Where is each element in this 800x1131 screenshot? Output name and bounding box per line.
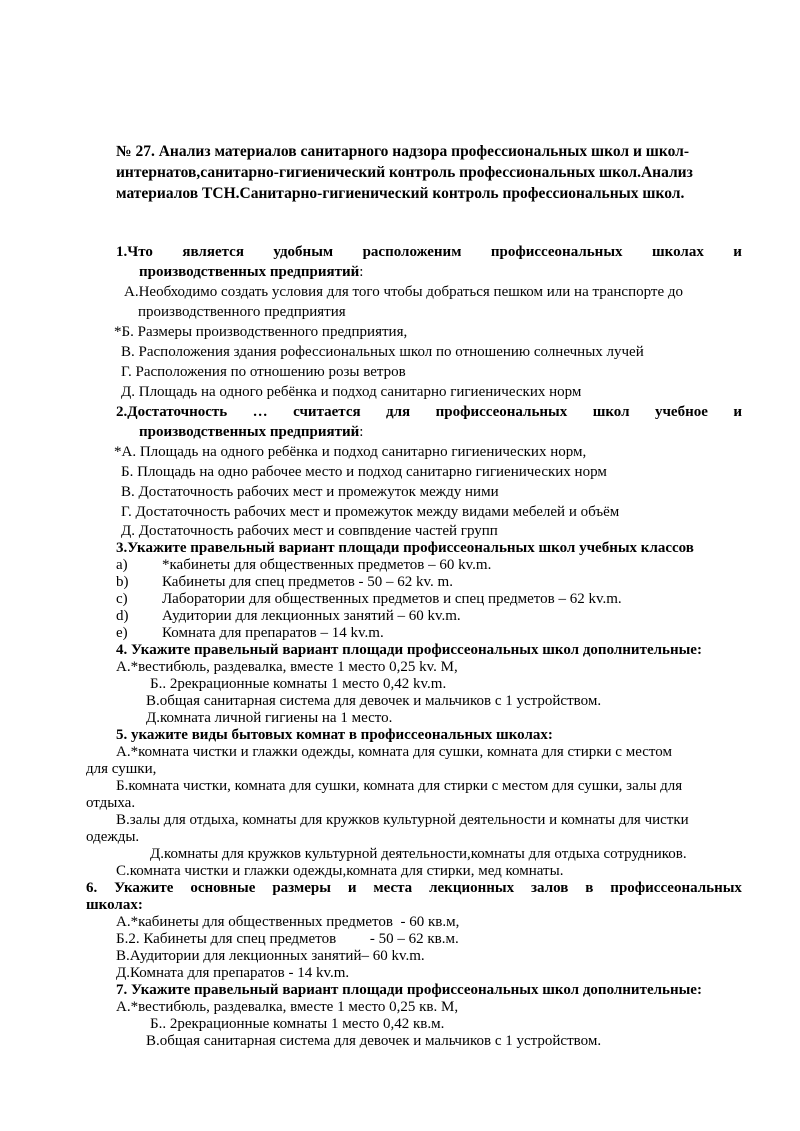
heading-word: размеры — [272, 880, 331, 896]
question-6-heading — [86, 880, 742, 897]
heading-colon: : — [359, 424, 364, 440]
heading-word: удобным — [273, 244, 334, 260]
list-marker: c) — [116, 591, 128, 607]
question-5-heading: 5. укажите виды бытовых комнат в профиссеональных школах: — [116, 727, 553, 743]
list-text: Лаборатории для общественных предметов и спец предметов – 62 kv.m. — [162, 591, 622, 607]
heading-word: и — [733, 404, 742, 420]
question-2-heading-cont — [139, 422, 800, 442]
heading-word: и — [347, 880, 357, 896]
list-marker: d) — [116, 608, 129, 624]
question-1 — [0, 242, 800, 402]
option-line: В.общая санитарная система для девочек и мальчиков с 1 устройством. — [146, 693, 602, 709]
heading-cont-text: производственных предприятий — [139, 424, 360, 440]
document-title: № 27. Анализ материалов санитарного надзора профессиональных школ и школ-интернатов,санитарно-гигиенический контроль профессиональных школ.Анализ материалов ТСН.Санитарно-гигиенический контроль профессиональных школ. — [116, 143, 693, 202]
question-7 — [0, 982, 800, 1050]
option-line: Б.комната чистки, комната для сушки, комната для стирки с местом для сушки, залы для — [116, 778, 683, 794]
option-line: Г. Расположения по отношению розы ветров — [121, 364, 406, 380]
heading-word: учебное — [654, 404, 708, 420]
heading-word: школ — [592, 404, 630, 420]
option-line: Д.комнаты для кружков культурной деятельности,комнаты для отдыха сотрудников. — [150, 846, 687, 862]
list-item — [116, 625, 800, 642]
heading-word: профиссеональных — [610, 880, 742, 896]
heading-word: профиссеональных — [435, 404, 568, 420]
option-line: Б.. 2рекрационные комнаты 1 место 0,42 kv.m. — [150, 676, 447, 692]
heading-cont-text: производственных предприятий — [139, 264, 360, 280]
list-item — [116, 557, 800, 574]
option-line: В. Расположения здания рофессиональных школ по отношению солнечных лучей — [121, 344, 644, 360]
question-3-heading: 3.Укажите правельный вариант площади профиссеональных школ учебных классов — [116, 540, 694, 556]
option-line: В.Аудитории для лекционных занятий– 60 kv.m. — [116, 948, 425, 964]
option-line: производственного предприятия — [138, 304, 346, 320]
option-line: Б.. 2рекрационные комнаты 1 место 0,42 кв.м. — [150, 1016, 445, 1032]
question-7-heading: 7. Укажите правельный вариант площади профиссеональных школ дополнительные: — [116, 982, 702, 998]
heading-word: и — [733, 244, 742, 260]
option-line: А.Необходимо создать условия для того чтобы добраться пешком или на транспорте до — [124, 284, 683, 300]
option-line: Д. Достаточность рабочих мест и совпвдение частей групп — [121, 523, 498, 539]
heading-word: лекционных — [429, 880, 515, 896]
list-marker: b) — [116, 574, 129, 590]
heading-word: залов — [531, 880, 569, 896]
option-line: А.*вестибюль, раздевалка, вместе 1 место 0,25 kv. М, — [116, 659, 458, 675]
option-line: Д.комната личной гигиены на 1 место. — [146, 710, 393, 726]
list-item — [116, 591, 800, 608]
option-line: А.*комната чистки и глажки одежды, комната для сушки, комната для стирки с местом — [116, 744, 672, 760]
heading-word: 6. — [86, 880, 98, 896]
heading-word: Укажите — [114, 880, 174, 896]
heading-word: … — [252, 404, 268, 420]
option-line: В.общая санитарная система для девочек и мальчиков с 1 устройством. — [146, 1033, 602, 1049]
option-line: *А. Площадь на одного ребёнка и подход санитарно гигиенических норм, — [114, 444, 587, 460]
heading-colon: : — [359, 264, 364, 280]
list-marker: a) — [116, 557, 128, 573]
option-line: одежды. — [86, 829, 140, 845]
list-marker: e) — [116, 625, 128, 641]
heading-word: в — [585, 880, 594, 896]
option-line: Б. Площадь на одно рабочее место и подход санитарно гигиенических норм — [121, 464, 607, 480]
heading-word: места — [373, 880, 413, 896]
list-text: Комната для препаратов – 14 kv.m. — [162, 625, 384, 641]
heading-word: считается — [293, 404, 361, 420]
question-4-heading: 4. Укажите правельный вариант площади профиссеональных школ дополнительные: — [116, 642, 702, 658]
heading-word: является — [182, 244, 244, 260]
heading-word: 1.Что — [116, 244, 153, 260]
question-1-heading-cont — [139, 262, 800, 282]
option-line: *Б. Размеры производственного предприятия, — [114, 324, 408, 340]
option-line: А.*вестибюль, раздевалка, вместе 1 место 0,25 кв. М, — [116, 999, 459, 1015]
list-item — [116, 574, 800, 591]
option-line: Д. Площадь на одного ребёнка и подход санитарно гигиенических норм — [121, 384, 582, 400]
question-1-heading — [116, 242, 742, 262]
question-2 — [0, 402, 800, 540]
option-line: Д.Комната для препаратов - 14 kv.m. — [116, 965, 350, 981]
list-text: Кабинеты для спец предметов - 50 – 62 kv. m. — [162, 574, 453, 590]
question-5 — [0, 727, 800, 880]
option-line: С.комната чистки и глажки одежды,комната для стирки, мед комнаты. — [116, 863, 564, 879]
option-line: отдыха. — [86, 795, 136, 811]
question-2-heading — [116, 402, 742, 422]
option-line: для сушки, — [86, 761, 157, 777]
heading-word: расположеним — [362, 244, 462, 260]
option-line: Б.2. Кабинеты для спец предметов - 50 – 62 кв.м. — [116, 931, 459, 947]
option-line: В. Достаточность рабочих мест и промежуток между ними — [121, 484, 499, 500]
heading-word: школах — [652, 244, 704, 260]
heading-word: профиссеональных — [490, 244, 623, 260]
option-line: Г. Достаточность рабочих мест и промежуток между видами мебелей и объём — [121, 504, 620, 520]
heading-word: для — [386, 404, 411, 420]
question-6 — [0, 880, 800, 982]
question-4 — [0, 642, 800, 727]
heading-word: 2.Достаточность — [116, 404, 228, 420]
list-item — [116, 608, 800, 625]
question-6-heading-cont: школах: — [86, 897, 143, 913]
questions-content — [0, 242, 800, 1050]
option-line: В.залы для отдыха, комнаты для кружков культурной деятельности и комнаты для чистки — [116, 812, 689, 828]
heading-word: основные — [190, 880, 256, 896]
question-3 — [0, 540, 800, 642]
list-text: Аудитории для лекционных занятий – 60 kv.m. — [162, 608, 461, 624]
option-line: А.*кабинеты для общественных предметов - 60 кв.м, — [116, 914, 460, 930]
list-text: *кабинеты для общественных предметов – 60 kv.m. — [162, 557, 492, 573]
